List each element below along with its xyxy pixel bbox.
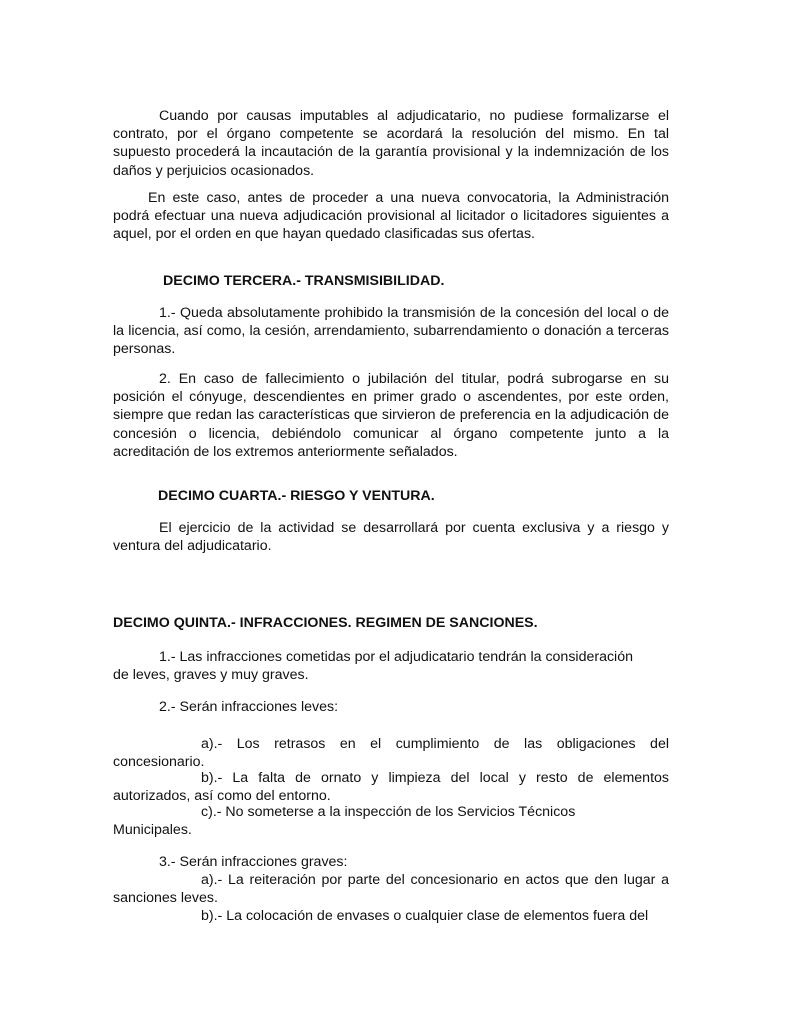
paragraph-15-2: 2.- Serán infracciones leves:: [159, 699, 339, 715]
list-item-15-2a: a).- Los retrasos en el cumplimiento de las obligaciones del concesionario.: [113, 736, 669, 771]
paragraph-14: El ejercicio de la actividad se desarrollará por cuenta exclusiva y a riesgo y ventura del adjudicatario.: [113, 520, 669, 555]
paragraph-resolution: Cuando por causas imputables al adjudicatario, no pudiese formalizarse el contrato, por el órgano competente se acordará la resolución del mismo. En tal supuesto procederá la incautación de la garantía provisional y la indemnización de los daños y perjuicios ocasionados.: [113, 108, 669, 179]
heading-decimo-quinta: DECIMO QUINTA.- INFRACCIONES. REGIMEN DE SANCIONES.: [113, 615, 538, 631]
heading-decimo-tercera: DECIMO TERCERA.- TRANSMISIBILIDAD.: [163, 273, 445, 289]
heading-decimo-cuarta: DECIMO CUARTA.- RIESGO Y VENTURA.: [158, 488, 435, 504]
list-item-15-3a: a).- La reiteración por parte del concesionario en actos que den lugar a sanciones leves.: [113, 872, 669, 907]
paragraph-13-2: 2. En caso de fallecimiento o jubilación del titular, podrá subrogarse en su posición el cónyuge, descendientes en primer grado o ascendentes, por este orden, siempre que redan las características que sirvieron de preferencia en la adjudicación de concesión o licencia, debiéndolo comunicar al órgano competente junto a la acreditación de los extremos anteriormente señalados.: [113, 371, 669, 460]
list-item-15-2b: b).- La falta de ornato y limpieza del local y resto de elementos autorizados, así como del entorno.: [113, 770, 669, 805]
paragraph-new-award: En este caso, antes de proceder a una nueva convocatoria, la Administración podrá efectuar una nueva adjudicación provisional al licitador o licitadores siguientes a aquel, por el orden en que hayan quedado clasificadas sus ofertas.: [113, 190, 669, 243]
list-item-15-2c: c).- No someterse a la inspección de los Servicios Técnicos Municipales.: [113, 804, 576, 839]
paragraph-15-1: 1.- Las infracciones cometidas por el adjudicatario tendrán la consideración de leves, graves y muy graves.: [113, 649, 633, 684]
paragraph-15-3: 3.- Serán infracciones graves:: [159, 854, 348, 870]
paragraph-13-1: 1.- Queda absolutamente prohibido la transmisión de la concesión del local o de la licencia, así como, la cesión, arrendamiento, subarrendamiento o donación a terceras personas.: [113, 305, 669, 358]
list-item-15-3b: b).- La colocación de envases o cualquier clase de elementos fuera del: [201, 908, 649, 924]
